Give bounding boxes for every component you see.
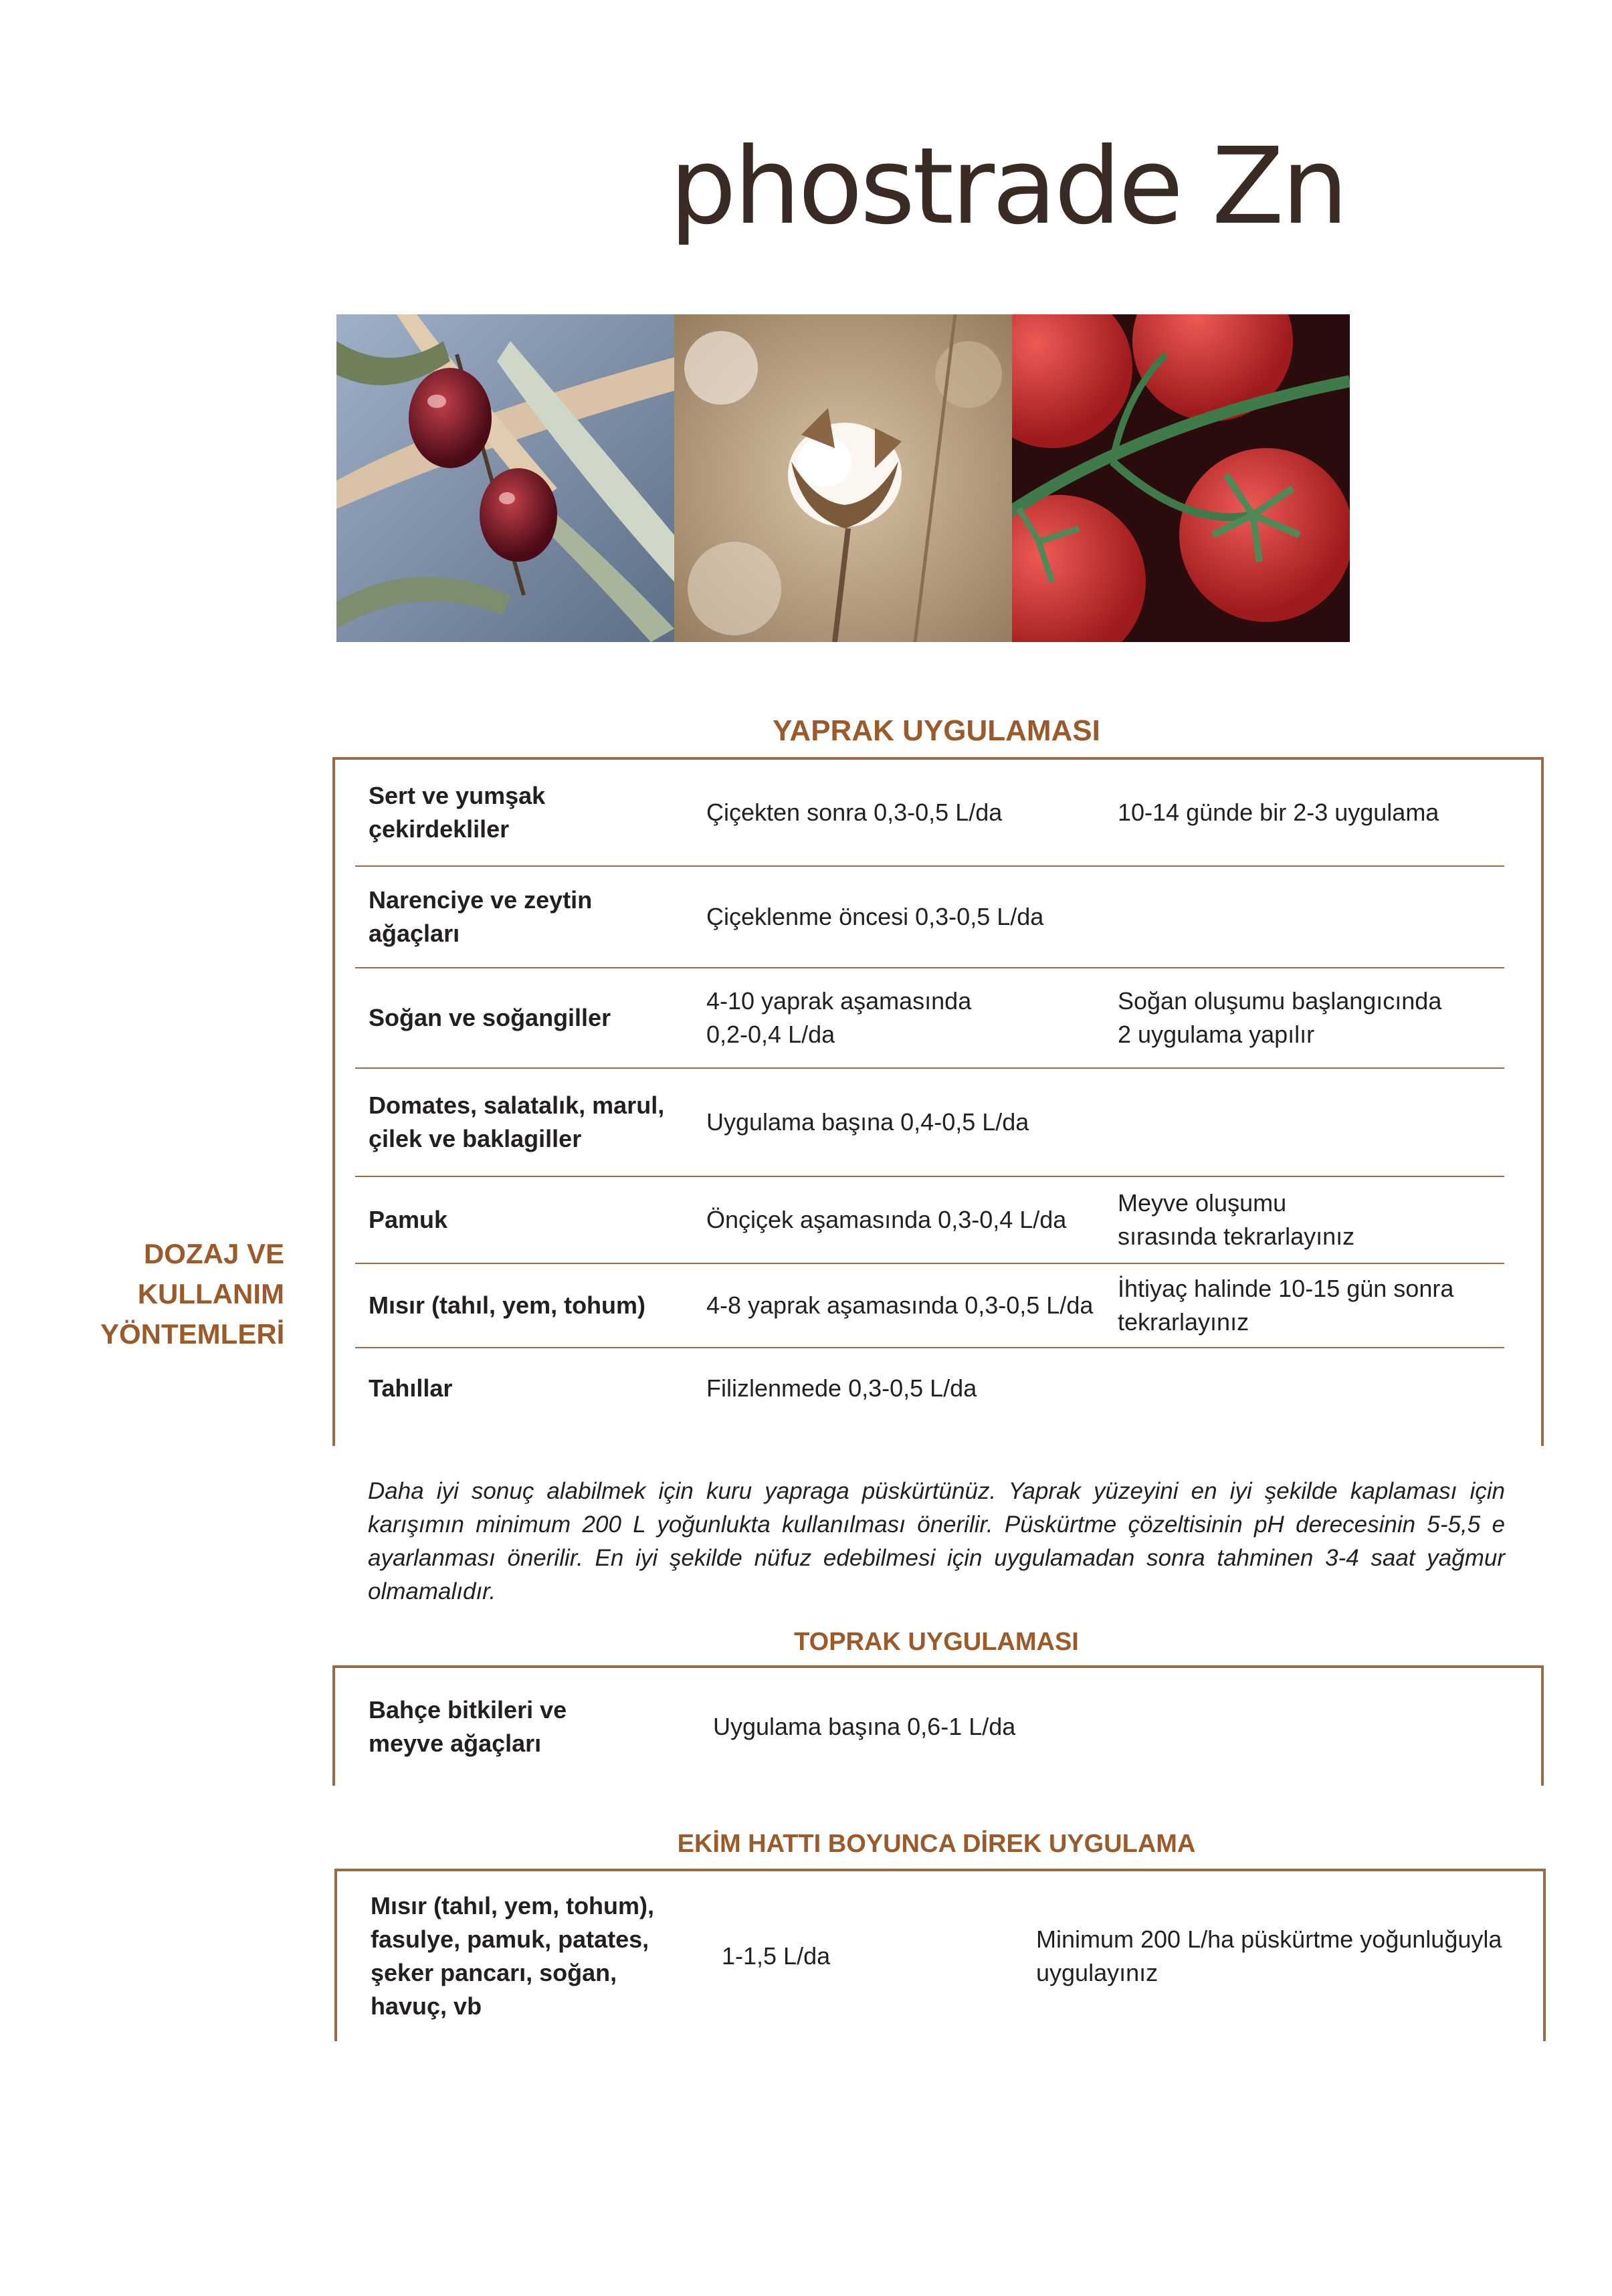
dose-text: 4-8 yaprak aşamasında 0,3-0,5 L/da — [706, 1291, 1094, 1319]
table-row — [355, 1668, 1504, 1786]
crop-name: Bahçe bitkileri ve meyve ağaçları — [369, 1696, 567, 1757]
side-label-line-1: DOZAJ VE — [143, 1238, 284, 1269]
crop-name: Soğan ve soğangiller — [369, 1004, 611, 1031]
side-label-line-2: KULLANIM — [137, 1278, 284, 1310]
dose-text: 4-10 yaprak aşamasında 0,2-0,4 L/da — [706, 987, 972, 1048]
dose-text: Çiçeklenme öncesi 0,3-0,5 L/da — [706, 903, 1044, 930]
furrow-section-title: EKİM HATTI BOYUNCA DİREK UYGULAMA — [677, 1830, 1196, 1858]
product-title: phostrade Zn — [669, 125, 1346, 248]
dose-text: Çiçekten sonra 0,3-0,5 L/da — [706, 799, 1003, 826]
table-row — [355, 1069, 1504, 1177]
crop-name: Mısır (tahıl, yem, tohum), fasulye, pamuk, patates, şeker pancarı, soğan, havuç, vb — [371, 1892, 655, 2020]
crop-name: Pamuk — [369, 1206, 448, 1233]
photo-strip — [336, 314, 1350, 642]
dose-text: Önçiçek aşamasında 0,3-0,4 L/da — [706, 1206, 1067, 1233]
note-text: İhtiyaç halinde 10-15 gün sonra tekrarlayınız — [1118, 1275, 1454, 1336]
application-note: Daha iyi sonuç alabilmek için kuru yapraga püskürtünüz. Yaprak yüzeyini en iyi şekilde kaplaması için karışımın minimum 200 L yoğunlukta kullanılması önerilir. Püskürtme çözeltisinin pH derecesinin 5-5,5 e ayarlanması önerilir. En iyi şekilde nüfuz edebilmesi için uygulamadan sonra tahminen 3-4 saat yağmur olmamalıdır. — [368, 1478, 1505, 1604]
dose-text: Filizlenmede 0,3-0,5 L/da — [706, 1374, 977, 1402]
soil-section-title: TOPRAK UYGULAMASI — [794, 1628, 1079, 1656]
note-text: 10-14 günde bir 2-3 uygulama — [1118, 799, 1439, 826]
foliar-section-title: YAPRAK UYGULAMASI — [773, 714, 1100, 747]
furrow-table — [334, 1869, 1546, 2041]
dose-text: Uygulama başına 0,6-1 L/da — [713, 1713, 1016, 1740]
dose-text: Uygulama başına 0,4-0,5 L/da — [706, 1108, 1029, 1136]
table-row — [355, 760, 1504, 867]
crop-name: Mısır (tahıl, yem, tohum) — [369, 1291, 646, 1319]
table-row — [357, 1871, 1506, 2041]
table-row — [355, 867, 1504, 968]
olive-photo — [336, 314, 674, 642]
table-row — [355, 1348, 1504, 1429]
tomato-photo — [1012, 314, 1350, 642]
crop-name: Domates, salatalık, marul, çilek ve baklagiller — [369, 1091, 665, 1152]
foliar-table — [332, 757, 1544, 1446]
crop-name: Tahıllar — [369, 1374, 453, 1402]
crop-name: Narenciye ve zeytin ağaçları — [369, 886, 593, 947]
crop-name: Sert ve yumşak çekirdekliler — [369, 782, 546, 843]
table-row — [355, 1264, 1504, 1348]
soil-table — [332, 1665, 1544, 1786]
dose-text: 1-1,5 L/da — [722, 1942, 831, 1970]
table-row — [355, 1177, 1504, 1264]
cotton-photo — [674, 314, 1012, 642]
note-text: Soğan oluşumu başlangıcında 2 uygulama yapılır — [1118, 987, 1442, 1048]
table-row — [355, 968, 1504, 1069]
side-label-line-3: YÖNTEMLERİ — [100, 1318, 285, 1350]
dosage-section-label — [100, 1234, 284, 1354]
note-text: Minimum 200 L/ha püskürtme yoğunluğuyla uygulayınız — [1036, 1925, 1502, 1986]
note-text: Meyve oluşumu sırasında tekrarlayınız — [1118, 1189, 1355, 1250]
